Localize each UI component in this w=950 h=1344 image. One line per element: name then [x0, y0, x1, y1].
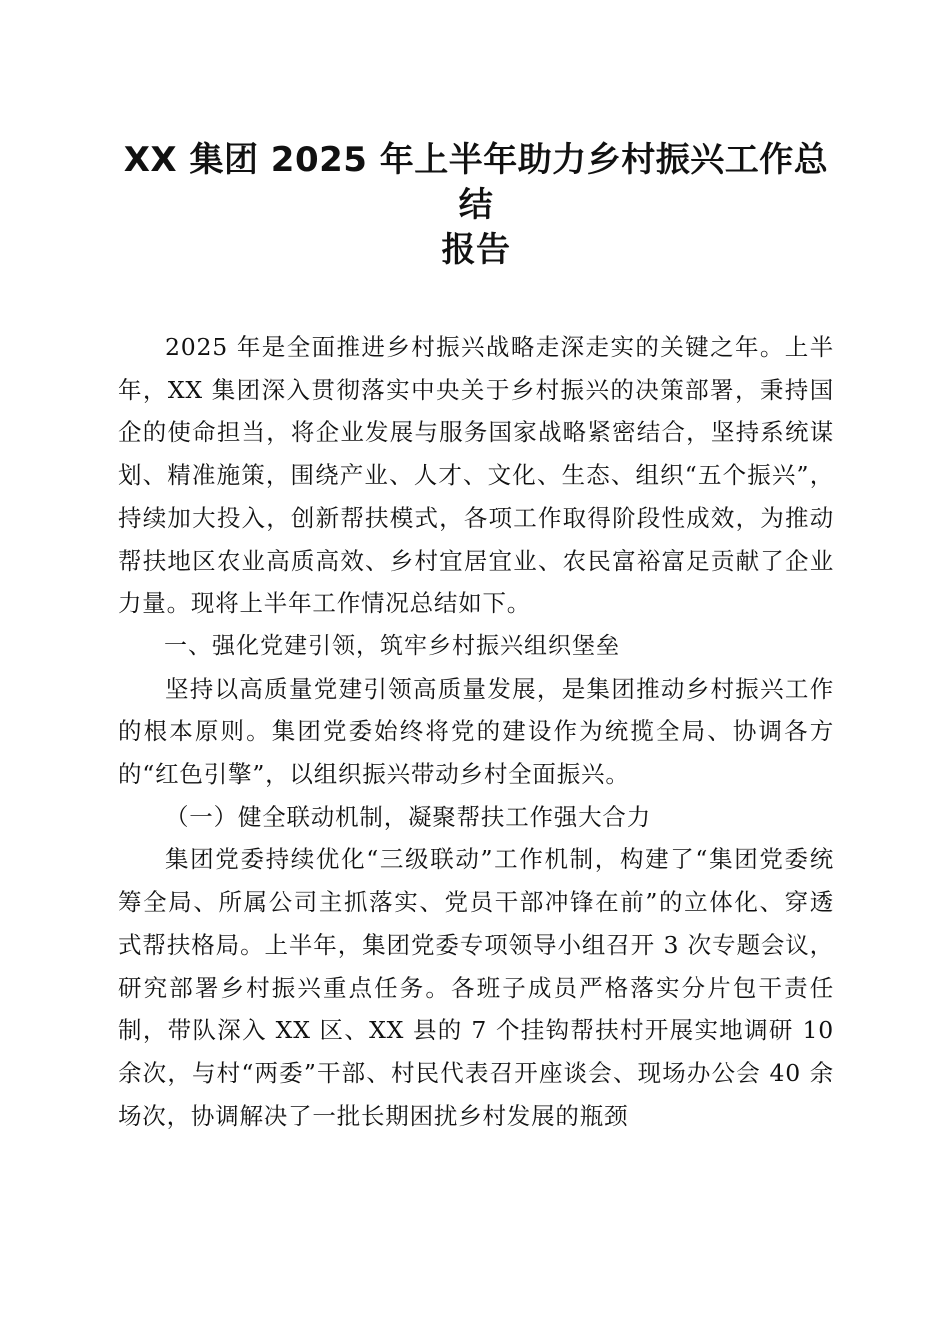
subsection-1-paragraph: 集团党委持续优化“三级联动”工作机制，构建了“集团党委统筹全局、所属公司主抓落实、党员干部冲锋在前”的立体化、穿透式帮扶格局。上半年，集团党委专项领导小组召开 3 次专题会议，研究部署乡村振兴重点任务。各班子成员严格落实分片包干责任制，带队深入 XX 区、XX 县的 7 个挂钩帮扶村开展实地调研 10 余次，与村“两委”干部、村民代表召开座谈会、现场办公会 40 余场次，协调解决了一批长期困扰乡村发展的瓶颈	[118, 845, 834, 1130]
title-line-2: 报告	[441, 230, 511, 270]
section-1-heading: 一、强化党建引领，筑牢乡村振兴组织堡垒	[164, 632, 620, 659]
subsection-1-heading: （一）健全联动机制，凝聚帮扶工作强大合力	[165, 802, 651, 831]
section-1-paragraph: 坚持以高质量党建引领高质量发展，是集团推动乡村振兴工作的根本原则。集团党委始终将党的建设作为统揽全局、协调各方的“红色引擎”，以组织振兴带动乡村全面振兴。	[118, 674, 834, 789]
document-page	[118, 138, 834, 1137]
title-line-1: XX 集团 2025 年上半年助力乡村振兴工作总结	[123, 140, 829, 225]
document-body	[118, 326, 834, 1137]
document-title	[118, 138, 834, 273]
intro-paragraph: 2025 年是全面推进乡村振兴战略走深走实的关键之年。上半年，XX 集团深入贯彻落实中央关于乡村振兴的决策部署，秉持国企的使命担当，将企业发展与服务国家战略紧密结合，坚持系统谋划、精准施策，围绕产业、人才、文化、生态、组织“五个振兴”，持续加大投入，创新帮扶模式，各项工作取得阶段性成效，为推动帮扶地区农业高质高效、乡村宜居宜业、农民富裕富足贡献了企业力量。现将上半年工作情况总结如下。	[118, 333, 834, 618]
